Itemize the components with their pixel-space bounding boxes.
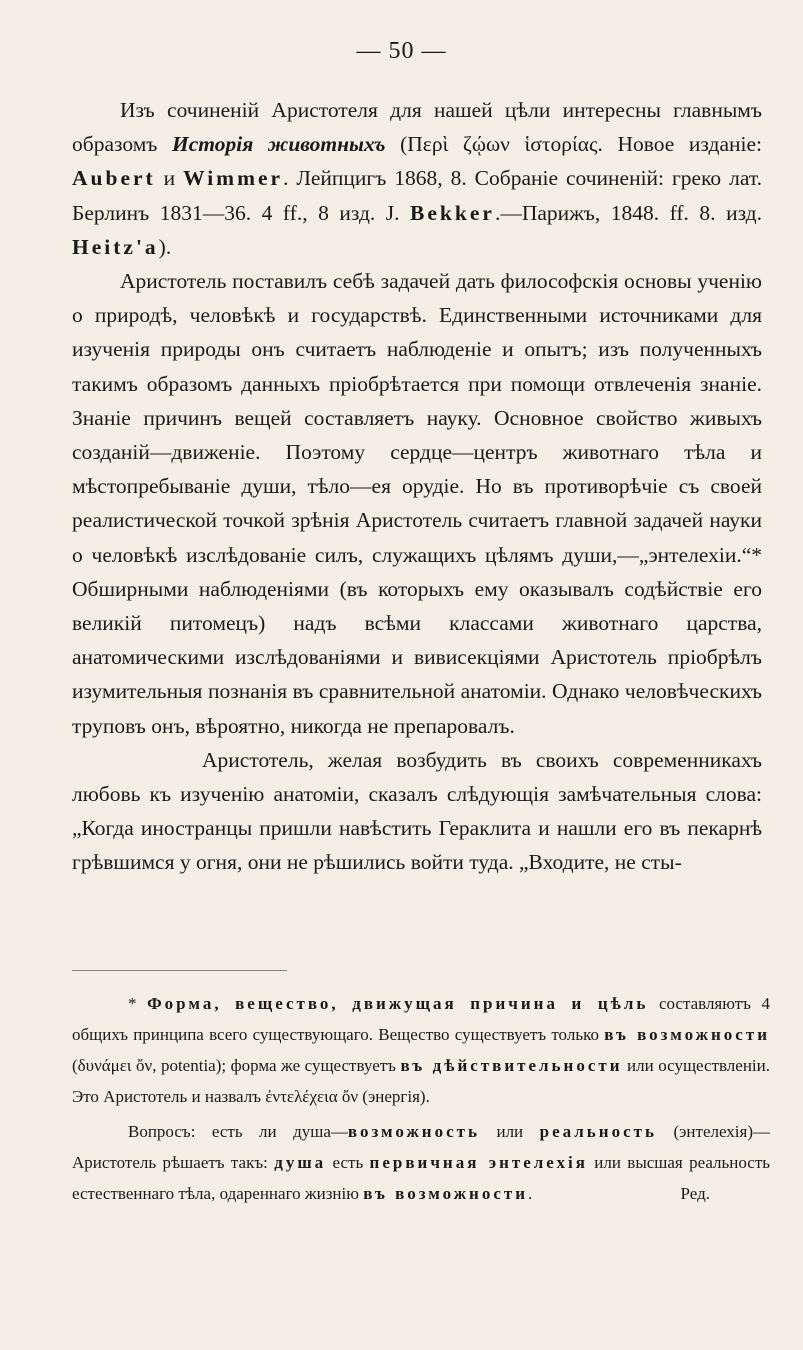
text-run: или осуществленіи. Это Аристотель и назвалъ ἐντελέχεια ὄν (энергія).: [72, 1056, 770, 1106]
footnote-form-matter: [72, 988, 770, 1112]
text-run: Изъ сочиненій Аристотеля для нашей цѣли интересны главнымъ образомъ: [72, 98, 762, 157]
text-run: и: [155, 166, 184, 191]
author-name: Aubert: [72, 166, 156, 191]
author-name: Bekker: [410, 200, 495, 225]
emphasis-text: первичная энтелехія: [369, 1153, 588, 1172]
text-run: (энтелехія)—Аристотель рѣшаетъ такъ:: [72, 1122, 770, 1172]
text-run: есть: [326, 1153, 370, 1172]
emphasis-text: реальность: [539, 1122, 657, 1141]
footnote-divider: [72, 970, 287, 971]
text-run: .—Парижъ, 1848. ff. 8. изд.: [494, 200, 762, 225]
page-number: — 50 —: [356, 38, 447, 64]
footnote-marker: *: [128, 994, 148, 1013]
footnote-soul-question: [72, 1116, 770, 1209]
text-run: Вопросъ: есть ли душа—: [128, 1122, 348, 1141]
emphasis-text: въ возможности: [604, 1025, 770, 1044]
emphasis-text: возможность: [347, 1122, 480, 1141]
text-run: .: [528, 1184, 533, 1203]
book-title: Исторія животныхъ: [172, 132, 386, 157]
paragraph-philosophy: Аристотель поставилъ себѣ задачей дать философскія основы ученію о природѣ, человѣкѣ и государствѣ. Единственными источниками для изученія природы онъ считаетъ наблюденіе и опытъ; изъ полученныхъ такимъ образомъ данныхъ пріобрѣтается при помощи отвлеченія знаніе. Знаніе причинъ вещей составляетъ науку. Основное свойство живыхъ созданій—движеніе. Поэтому сердце—центръ животнаго тѣла и мѣстопребываніе души, тѣло—ея орудіе. Но въ противорѣчіе съ своей реалистической точкой зрѣнія Аристотель считаетъ главной задачей науки о человѣкѣ изслѣдованіе силъ, служащихъ цѣлямъ души,—„энтелехіи.“* Обширными наблюденіями (въ которыхъ ему оказывалъ содѣйствіе его великій питомецъ) надъ всѣми классами животнаго царства, анатомическими изслѣдованіями и вивисекціями Аристотель пріобрѣлъ изумительныя познанія въ сравнительной анатоміи. Однако человѣческихъ труповъ онъ, вѣроятно, никогда не препаровалъ.: [72, 269, 762, 738]
paragraph-anatomy-quote: Аристотель, желая возбудить въ своихъ современникахъ любовь къ изученію анатоміи, сказалъ слѣдующія замѣчательныя слова: „Когда иностранцы пришли навѣстить Гераклита и нашли его въ пекарнѣ грѣвшимся у огня, они не рѣшились войти туда. „Входите, не сты-: [72, 747, 762, 875]
text-run: (δυνάμει ὄν, potentia); форма же существуетъ: [72, 1056, 401, 1075]
footnotes: [72, 988, 770, 1209]
text-run: или: [480, 1122, 540, 1141]
emphasis-text: Форма, вещество, движущая причина и цѣль: [147, 994, 649, 1013]
text-run: или высшая реальность естественнаго тѣла, одареннаго жизнію: [72, 1153, 771, 1203]
text-run: ).: [158, 234, 172, 259]
emphasis-text: въ дѣйствительности: [400, 1056, 623, 1075]
editor-signature: Ред.: [680, 1184, 710, 1203]
text-run: (Περὶ ζῴων ἱστορίας. Новое изданіе:: [385, 132, 763, 157]
author-name: Heitz'a: [72, 234, 159, 259]
emphasis-text: въ возможности: [363, 1184, 529, 1203]
paragraph-works: [72, 93, 762, 264]
emphasis-text: душа: [274, 1153, 327, 1172]
main-text: [72, 93, 762, 880]
text-run: составляютъ 4 общихъ принципа всего существующаго. Вещество существуетъ только: [72, 994, 771, 1044]
text-run: . Лейпцигъ 1868, 8. Собраніе сочиненій: греко лат. Берлинъ 1831—36. 4 ff., 8 изд. J.: [72, 166, 762, 225]
author-name: Wimmer: [183, 166, 284, 191]
